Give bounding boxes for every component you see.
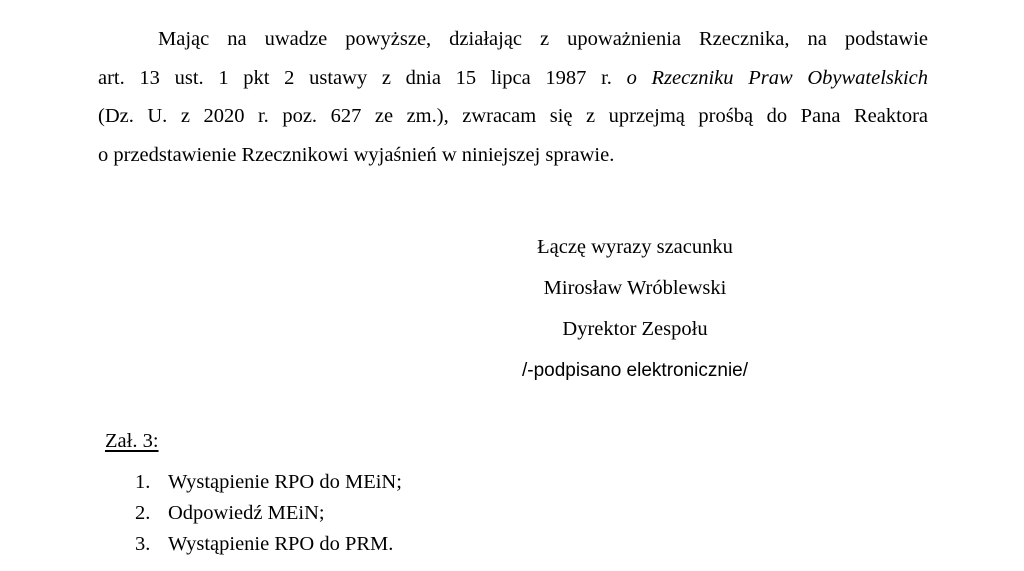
attachment-item [135, 467, 402, 498]
signatory-position: Dyrektor Zespołu [562, 318, 708, 340]
attachment-item [135, 529, 402, 560]
paragraph-line-2-text: art. 13 ust. 1 pkt 2 ustawy z dnia 15 lipca 1987 r. [98, 66, 612, 89]
paragraph-line-4: o przedstawienie Rzecznikowi wyjaśnień w niniejszej sprawie. [98, 143, 615, 166]
signatory-name: Mirosław Wróblewski [543, 277, 727, 299]
attachment-number: 3. [135, 533, 151, 555]
paragraph-line-3: (Dz. U. z 2020 r. poz. 627 ze zm.), zwracam się z uprzejmą prośbą do Pana Reaktora [98, 105, 928, 127]
attachment-text: Wystąpienie RPO do PRM. [168, 533, 394, 555]
attachment-text: Wystąpienie RPO do MEiN; [168, 471, 402, 493]
attachment-text: Odpowiedź MEiN; [168, 502, 325, 524]
attachment-number: 2. [135, 502, 151, 524]
attachment-item [135, 498, 402, 529]
closing-phrase: Łączę wyrazy szacunku [537, 236, 733, 258]
attachments-heading: Zał. 3: [105, 430, 159, 452]
act-title: o Rzeczniku Praw Obywatelskich [626, 66, 929, 89]
attachment-number: 1. [135, 471, 151, 493]
signature-block [440, 227, 830, 391]
electronic-signature-note: /-podpisano elektronicznie/ [521, 360, 749, 381]
paragraph-line-2 [98, 59, 928, 98]
attachments-list [135, 467, 402, 560]
body-paragraph [98, 20, 928, 174]
paragraph-line-1: Mając na uwadze powyższe, działając z upoważnienia Rzecznika, na podstawie [158, 28, 928, 50]
